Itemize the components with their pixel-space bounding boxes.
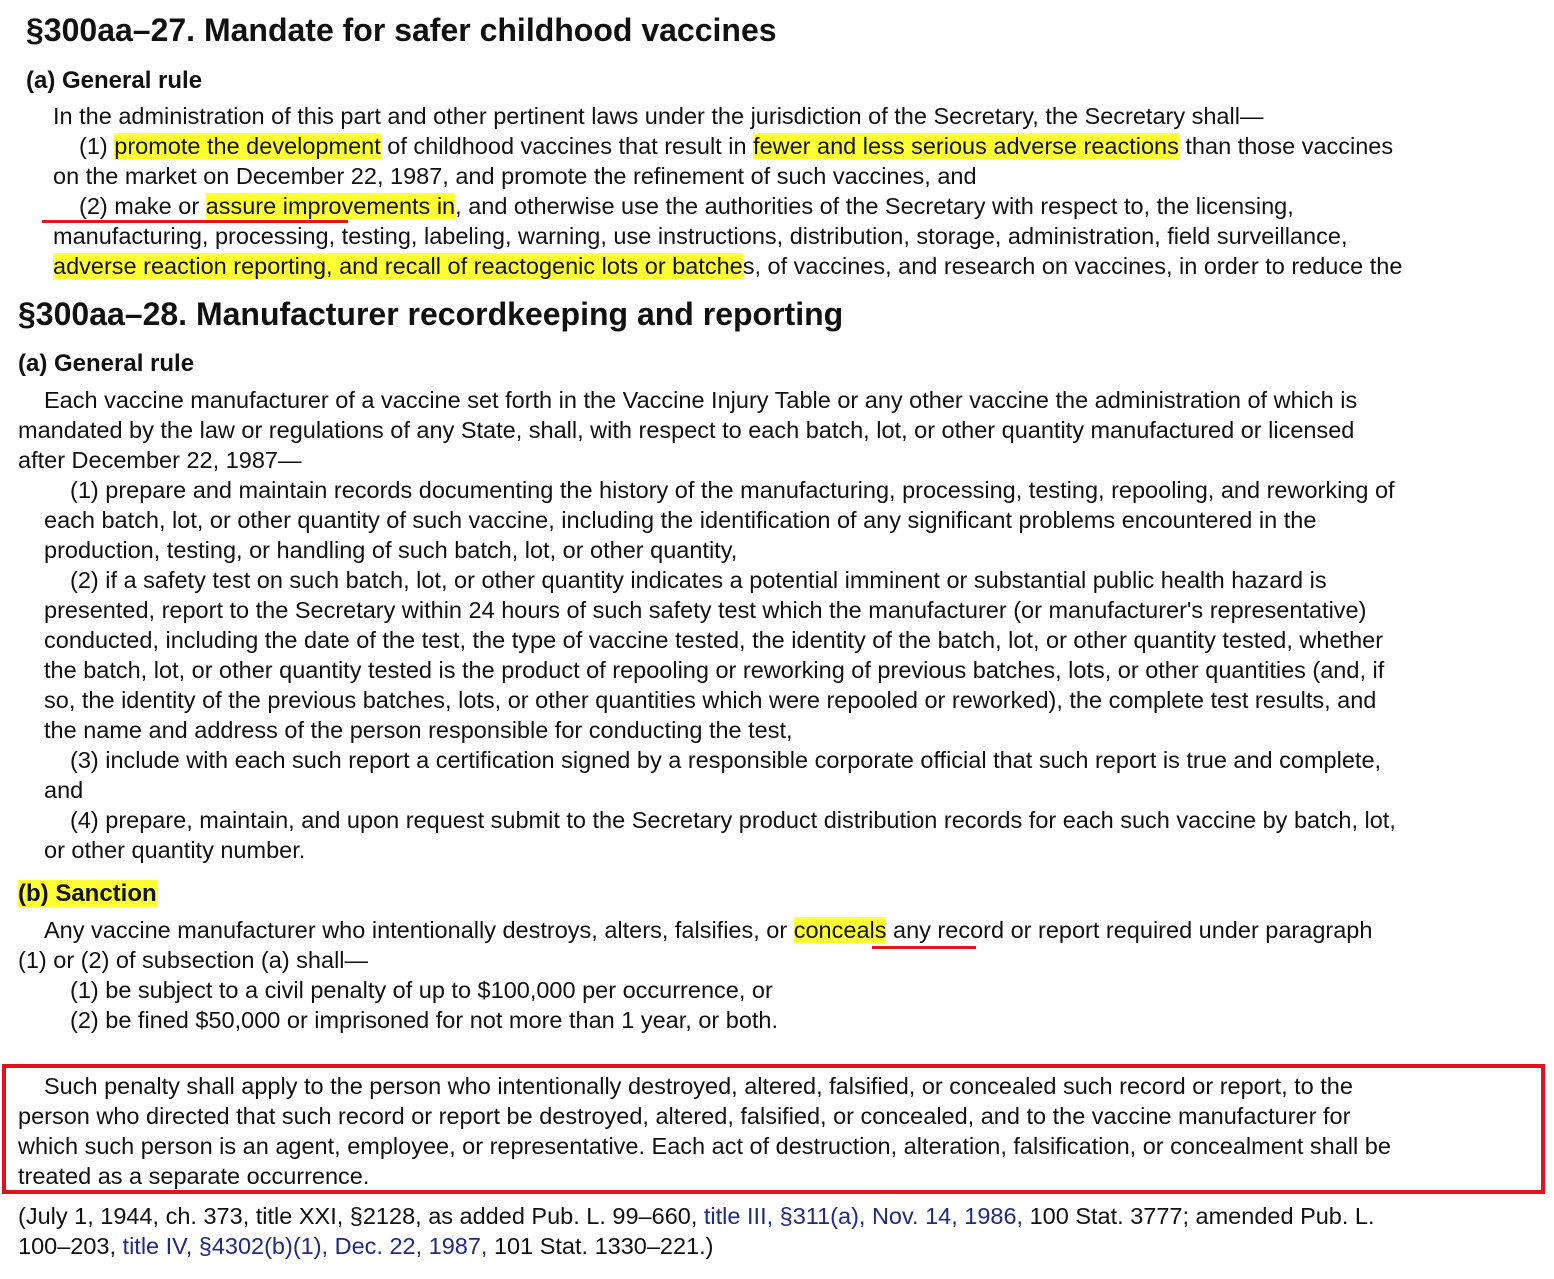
text-line: after December 22, 1987— xyxy=(18,447,302,473)
section-27-p2-cont2 xyxy=(53,251,1402,281)
section-28-title: §300aa–28. Manufacturer recordkeeping and reporting xyxy=(18,296,844,332)
red-underline-annotation xyxy=(42,220,348,223)
highlight-assure-improvements: assure improvements in xyxy=(205,193,456,219)
link-title-iii[interactable]: title III, §311(a), Nov. 14, 1986, xyxy=(703,1203,1024,1229)
text-run: 100 Stat. 3777; amended Pub. L. xyxy=(1023,1203,1375,1229)
text-run: of childhood vaccines that result in xyxy=(380,133,754,159)
section-27-a-text xyxy=(53,101,1402,281)
para-a2-line: the batch, lot, or other quantity tested is the product of repooling or reworking of previous batches, lots, or other quantities (and, if xyxy=(44,657,1385,683)
para-a1-line: production, testing, or handling of such batch, lot, or other quantity, xyxy=(44,537,738,563)
penalty-line: which such person is an agent, employee, or representative. Each act of destruction, alteration, falsification, or concealment shall be xyxy=(18,1133,1391,1159)
section-27-intro: In the administration of this part and other pertinent laws under the jurisdiction of the Secretary, the Secretary shall— xyxy=(53,103,1264,129)
para-a2-line: (2) if a safety test on such batch, lot, or other quantity indicates a potential imminent or substantial public health hazard is xyxy=(70,567,1327,593)
section-28-b-items xyxy=(44,975,778,1035)
penalty-paragraph xyxy=(18,1071,1391,1191)
para-a4-line: (4) prepare, maintain, and upon request submit to the Secretary product distribution records for each such vaccine by batch, lot, xyxy=(70,807,1396,833)
text-run: (1) xyxy=(79,133,115,159)
highlight-conceals: conceals xyxy=(793,917,887,943)
source-credit xyxy=(18,1201,1375,1261)
text-run: , and otherwise use the authorities of the Secretary with respect to, the licensing, xyxy=(455,193,1294,219)
para-a2-line: conducted, including the date of the test, the type of vaccine tested, the identity of the batch, lot, or other quantity tested, whether xyxy=(44,627,1384,653)
section-27-p1-cont: on the market on December 22, 1987, and promote the refinement of such vaccines, and xyxy=(53,163,977,189)
para-a2-line: so, the identity of the previous batches, lots, or other quantities which were repooled or reworked), the complete test results, and xyxy=(44,687,1377,713)
text-line: mandated by the law or regulations of any State, shall, with respect to each batch, lot, or other quantity manufactured or licensed xyxy=(18,417,1355,443)
section-28-a-heading: (a) General rule xyxy=(18,350,195,377)
text-run: (July 1, 1944, ch. 373, title XXI, §2128, as added Pub. L. 99–660, xyxy=(18,1203,704,1229)
para-a4-line: or other quantity number. xyxy=(44,837,306,863)
text-run: Any vaccine manufacturer who intentionally destroys, alters, falsifies, or xyxy=(44,917,794,943)
highlight-promote-development: promote the development xyxy=(114,133,381,159)
section-27-p1 xyxy=(53,131,1402,161)
section-28-b-intro xyxy=(18,915,1372,975)
highlight-adverse-reaction-reporting: adverse reaction reporting, and recall of reactogenic lots or batche xyxy=(53,253,743,279)
section-28-b-heading xyxy=(18,880,157,908)
para-a1-line: each batch, lot, or other quantity of such vaccine, including the identification of any significant problems encountered in the xyxy=(44,507,1317,533)
text-run: 100–203, xyxy=(18,1233,123,1259)
penalty-line: Such penalty shall apply to the person who intentionally destroyed, altered, falsified, or concealed such record or report, to the xyxy=(44,1073,1353,1099)
highlight-sanction: (b) Sanction xyxy=(18,880,157,907)
section-27-p2 xyxy=(53,191,1402,221)
text-run: any record or report required under paragraph xyxy=(886,917,1373,943)
text-run: (2) make or xyxy=(79,193,206,219)
text-run: than those vaccines xyxy=(1178,133,1394,159)
red-underline-conceals xyxy=(872,946,976,949)
para-b1: (1) be subject to a civil penalty of up to $100,000 per occurrence, or xyxy=(70,977,773,1003)
section-27-title: §300aa–27. Mandate for safer childhood vaccines xyxy=(26,12,777,48)
section-27-p2-cont: manufacturing, processing, testing, labeling, warning, use instructions, distribution, storage, administration, field surveillance, xyxy=(53,223,1348,249)
section-28-a-intro xyxy=(18,385,1357,475)
text-run: s, of vaccines, and research on vaccines, in order to reduce the xyxy=(742,253,1403,279)
penalty-line: treated as a separate occurrence. xyxy=(18,1163,370,1189)
para-a3-line: and xyxy=(44,777,84,803)
para-a3-line: (3) include with each such report a certification signed by a responsible corporate official that such report is true and complete, xyxy=(70,747,1382,773)
section-27-a-heading: (a) General rule xyxy=(26,67,203,94)
para-a2-line: the name and address of the person responsible for conducting the test, xyxy=(44,717,793,743)
section-28-a-paragraphs xyxy=(44,475,1396,865)
section-28-b-line1 xyxy=(18,915,1372,945)
para-a2-line: presented, report to the Secretary within 24 hours of such safety test which the manufacturer (or manufacturer's representative) xyxy=(44,597,1367,623)
para-b2: (2) be fined $50,000 or imprisoned for not more than 1 year, or both. xyxy=(70,1007,779,1033)
highlight-fewer-reactions: fewer and less serious adverse reactions xyxy=(753,133,1179,159)
penalty-line: person who directed that such record or report be destroyed, altered, falsified, or concealed, and to the vaccine manufacturer for xyxy=(18,1103,1351,1129)
text-line: (1) or (2) of subsection (a) shall— xyxy=(18,947,369,973)
para-a1-line: (1) prepare and maintain records documenting the history of the manufacturing, processing, testing, repooling, and reworking of xyxy=(70,477,1395,503)
link-title-iv[interactable]: title IV, §4302(b)(1), Dec. 22, 1987, xyxy=(122,1233,488,1259)
text-run: 101 Stat. 1330–221.) xyxy=(487,1233,714,1259)
text-line: Each vaccine manufacturer of a vaccine set forth in the Vaccine Injury Table or any other vaccine the administration of which is xyxy=(44,387,1358,413)
